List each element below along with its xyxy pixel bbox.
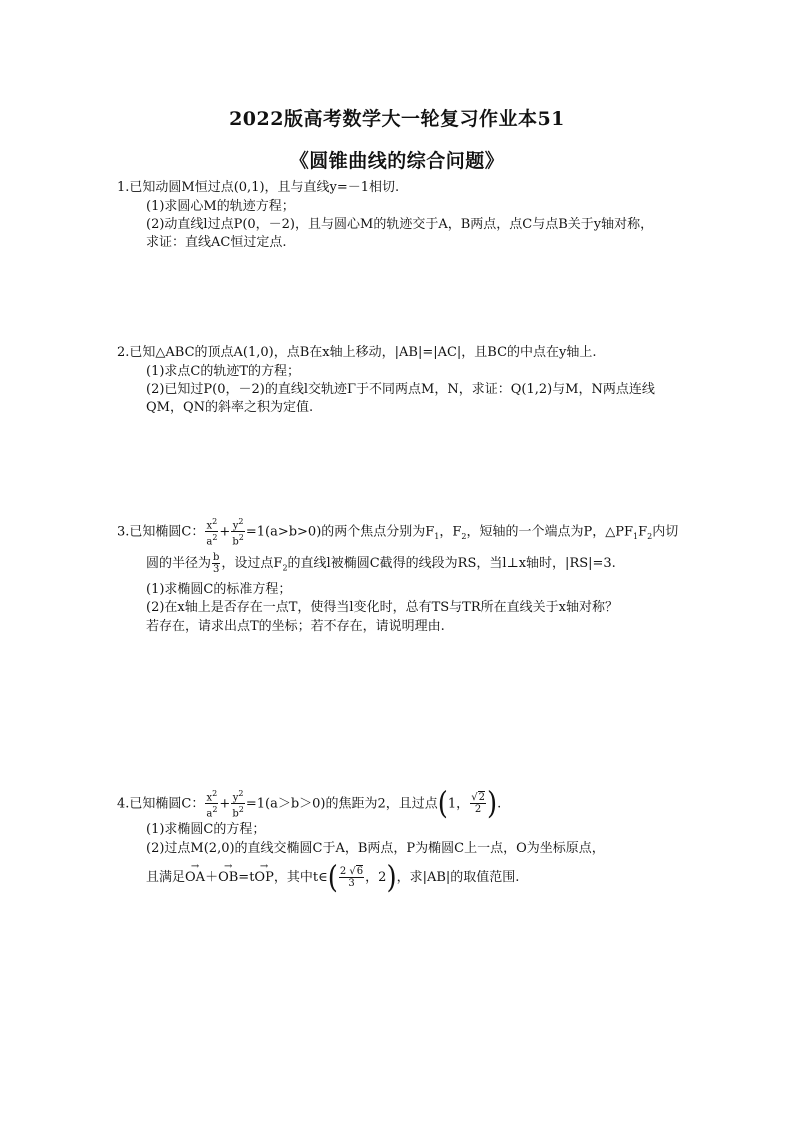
q4-part2-cont: 且满足→ OA＋→ OB=t→ OP，其中t∈( $\frac{2 √6}{3}$ ，2)，求|AB|的取值范围. (146, 866, 519, 889)
document-title: 2022版高考数学大一轮复习作业本51 (229, 108, 565, 130)
q4-part1: (1)求椭圆C的方程； (146, 822, 266, 837)
q2-part2: (2)已知过P(0，－2)的直线l交轨迹Γ于不同两点M，N，求证：Q(1,2)与M，N两点连线 (146, 382, 655, 397)
fraction-y2-b2: $\frac{y^2}{b^2}$ (232, 517, 244, 548)
q3-part2-cont: 若存在，请求出点T的坐标；若不存在，请说明理由. (146, 619, 445, 634)
q3-part1: (1)求椭圆C的标准方程； (146, 582, 292, 597)
q2-part2-cont: QM，QN的斜率之积为定值. (146, 400, 314, 415)
fraction-x2-a2: $\frac{x^2}{a^2}$ (206, 789, 218, 820)
q1-part2-cont: 求证：直线AC恒过定点. (146, 235, 287, 250)
q2-stem: 2.已知△ABC的顶点A(1,0)，点B在x轴上移动，|AB|=|AC|，且BC的中点在y轴上. (117, 345, 597, 360)
fraction-y2-b2: $\frac{y^2}{b^2}$ (232, 789, 244, 820)
q1-stem: 1.已知动圆M恒过点(0,1)，且与直线y=－1相切. (117, 180, 400, 195)
q4-stem: 4.已知椭圆C： $\frac{x^2}{a^2}$ + $\frac{y^2}{b^2}$ =1(a＞b＞0)的焦距为2，且过点(1， $\frac{√2}{2}$ ). (117, 785, 502, 822)
q3-part2: (2)在x轴上是否存在一点T，使得当l变化时，总有TS与TR所在直线关于x轴对称？ (146, 600, 618, 615)
fraction-2sqrt6-3: $\frac{2 √6}{3}$ (339, 866, 364, 889)
fraction-x2-a2: $\frac{x^2}{a^2}$ (206, 517, 218, 548)
q4-part2: (2)过点M(2,0)的直线交椭圆C于A，B两点，P为椭圆C上一点，O为坐标原点， (146, 841, 605, 856)
document-subtitle: 《圆锥曲线的综合问题》 (289, 150, 505, 172)
q2-part1: (1)求点C的轨迹T的方程； (146, 364, 301, 379)
fraction-b-3: $\frac{b}{3}$ (213, 552, 220, 575)
q3-stem: 3.已知椭圆C： $\frac{x^2}{a^2}$ + $\frac{y^2}{b^2}$ =1(a>b>0)的两个焦点分别为$F_1$，$F_2$，短轴的一个端点为P，$\triangle PF_1F_2$内切 (117, 517, 679, 548)
fraction-sqrt2-2: $\frac{√2}{2}$ (471, 792, 485, 816)
q1-part1: (1)求圆心M的轨迹方程； (146, 199, 295, 214)
q1-part2: (2)动直线l过点P(0，－2)，且与圆心M的轨迹交于A，B两点，点C与点B关于y轴对称， (146, 217, 654, 232)
q3-stem-cont: 圆的半径为 $\frac{b}{3}$ ，设过点$F_2$的直线l被椭圆C截得的线段为RS，当l⊥x轴时，|RS|=3. (146, 552, 616, 575)
